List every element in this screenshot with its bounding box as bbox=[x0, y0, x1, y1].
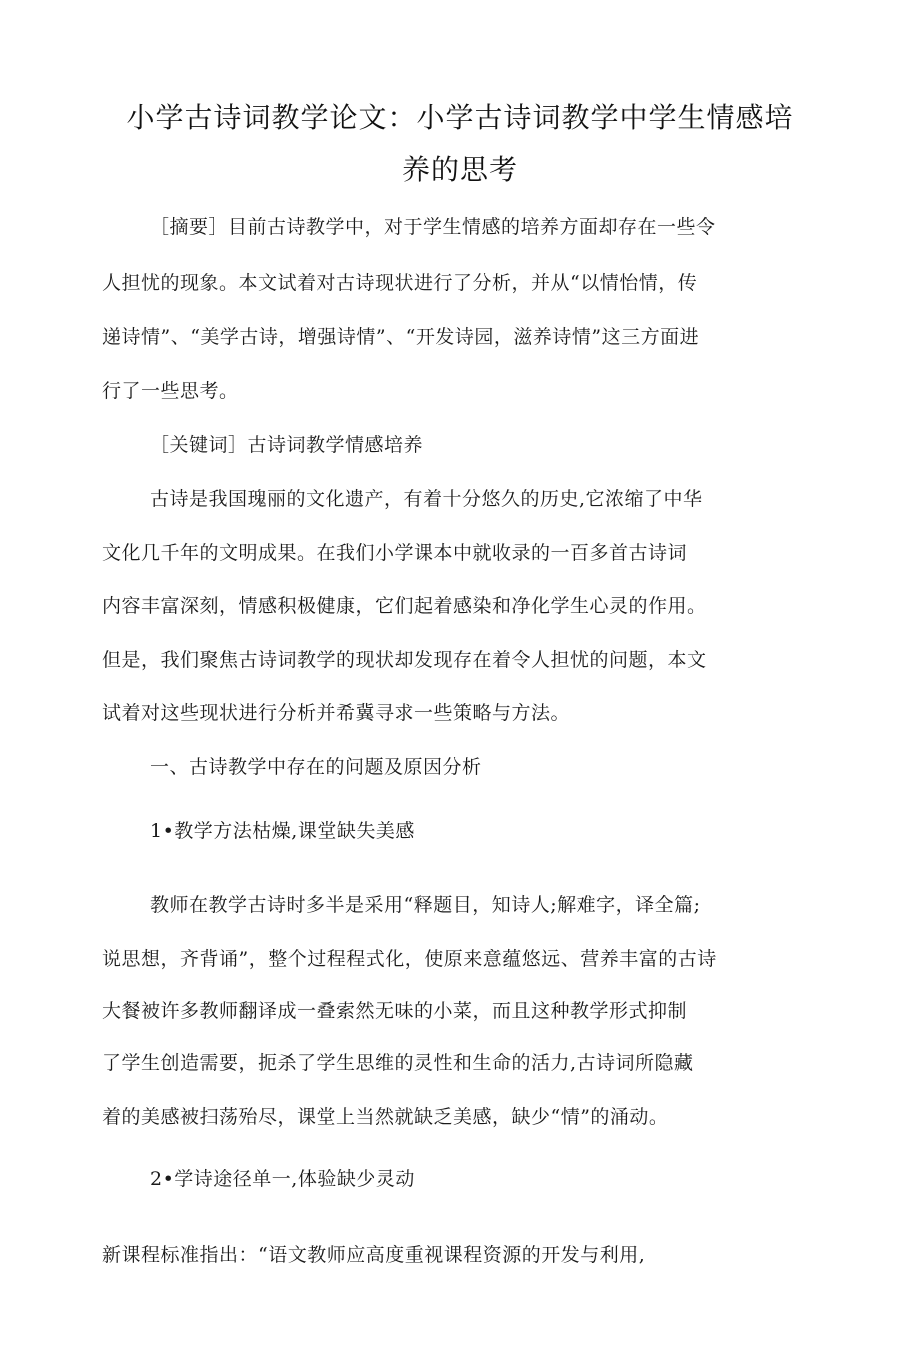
abstract-line-4: 行了一些思考。 bbox=[102, 380, 239, 402]
subsection-heading-1: 1•教学方法枯燥,课堂缺失美感 bbox=[150, 820, 415, 842]
body-line-2: 说思想，齐背诵”，整个过程程式化，使原来意蕴悠远、营养丰富的古诗 bbox=[102, 948, 717, 970]
body-line-1: 教师在教学古诗时多半是采用“释题目，知诗人;解难字，译全篇; bbox=[150, 894, 701, 916]
document-title-line-2: 养的思考 bbox=[401, 153, 518, 186]
subsection-heading-2: 2•学诗途径单一,体验缺少灵动 bbox=[150, 1168, 415, 1190]
intro-line-1: 古诗是我国瑰丽的文化遗产，有着十分悠久的历史,它浓缩了中华 bbox=[150, 488, 703, 510]
abstract-line-3: 递诗情”、“美学古诗，增强诗情”、“开发诗园，滋养诗情”这三方面进 bbox=[102, 326, 700, 348]
intro-line-3: 内容丰富深刻，情感积极健康，它们起着感染和净化学生心灵的作用。 bbox=[102, 595, 707, 617]
section-heading: 一、古诗教学中存在的问题及原因分析 bbox=[150, 756, 482, 778]
intro-line-4: 但是，我们聚焦古诗词教学的现状却发现存在着令人担忧的问题，本文 bbox=[102, 649, 707, 671]
body-line-3: 大餐被许多教师翻译成一叠索然无味的小菜，而且这种教学形式抑制 bbox=[102, 1000, 688, 1022]
abstract-line-2: 人担忧的现象。本文试着对古诗现状进行了分析，并从“以情怡情，传 bbox=[102, 272, 698, 294]
body-line-4: 了学生创造需要，扼杀了学生思维的灵性和生命的活力,古诗词所隐藏 bbox=[102, 1052, 694, 1074]
abstract-line-1: ［摘要］目前古诗教学中，对于学生情感的培养方面却存在一些令 bbox=[150, 216, 716, 238]
body-line-5: 着的美感被扫荡殆尽，课堂上当然就缺乏美感，缺少“情”的涌动。 bbox=[102, 1106, 669, 1128]
intro-line-2: 文化几千年的文明成果。在我们小学课本中就收录的一百多首古诗词 bbox=[102, 542, 688, 564]
keywords-line: ［关键词］古诗词教学情感培养 bbox=[150, 434, 424, 456]
body-line-6: 新课程标准指出：“语文教师应高度重视课程资源的开发与利用, bbox=[102, 1244, 646, 1266]
intro-line-5: 试着对这些现状进行分析并希冀寻求一些策略与方法。 bbox=[102, 702, 571, 724]
document-title-line-1: 小学古诗词教学论文：小学古诗词教学中学生情感培 bbox=[126, 101, 794, 134]
